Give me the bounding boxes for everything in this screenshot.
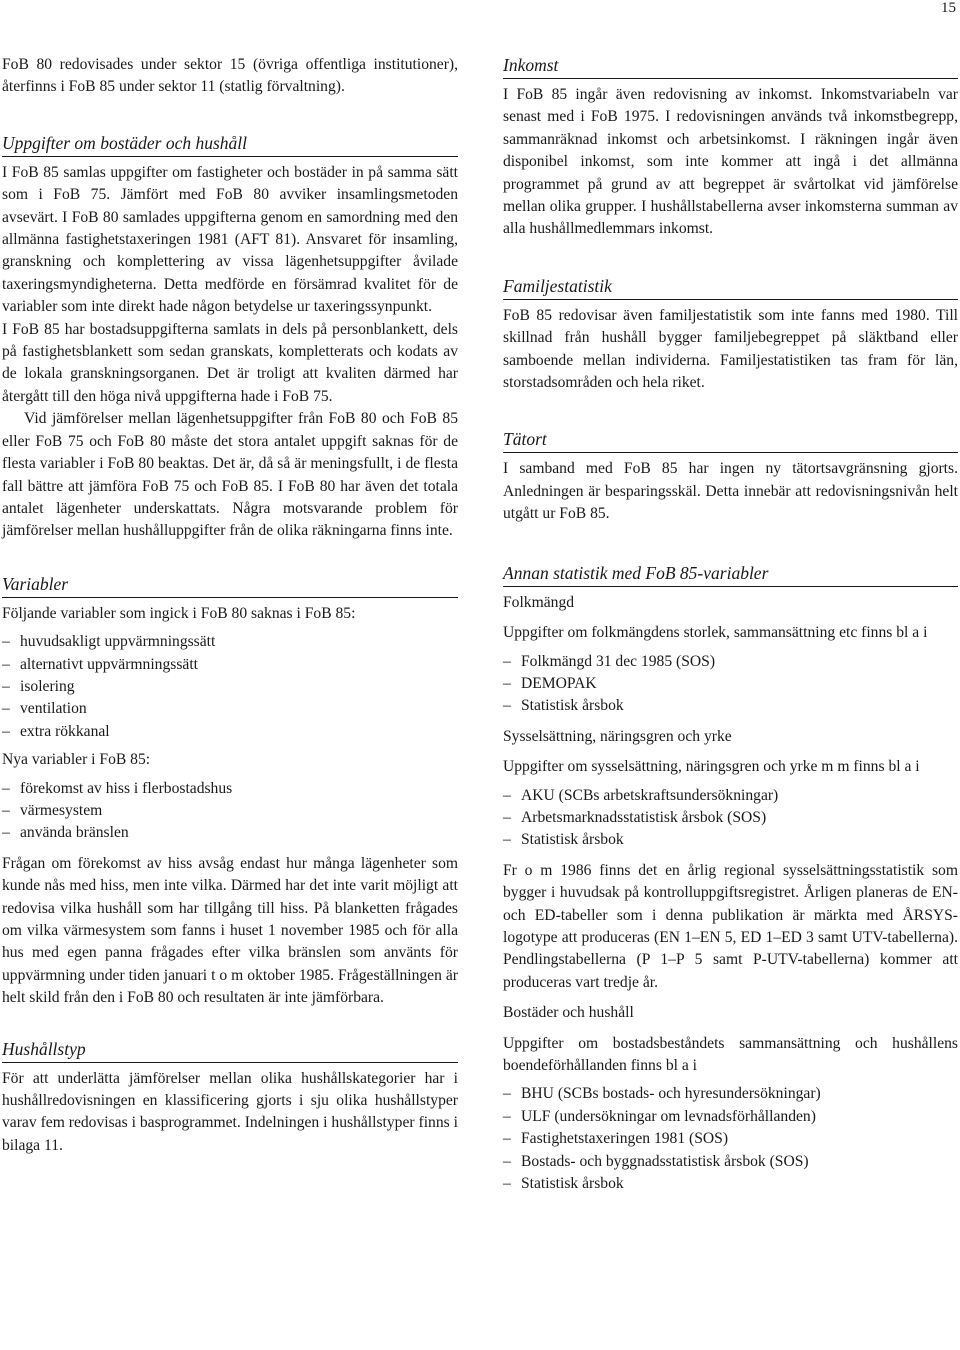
bostader-sources-list — [503, 1083, 958, 1195]
missing-variables-list — [2, 631, 458, 743]
left-column — [2, 54, 458, 1157]
heading-inkomst: Inkomst — [503, 54, 958, 79]
list-item: – alternativt uppvärmningssätt — [2, 655, 198, 673]
paragraph: För att underlätta jämförelser mellan olika hushållskategorier har i hushållredovisningen en klassificering gjorts i sju olika hushållstyper varav fem redovisas i basprogrammet. Indelningen i hushållstyper finns i bilaga 11. — [2, 1069, 458, 1154]
paragraph: Uppgifter om sysselsättning, näringsgren och yrke m m finns bl a i — [503, 758, 920, 776]
list-item: – använda bränslen — [2, 824, 129, 842]
list-item: – huvudsakligt uppvärmningssätt — [2, 633, 216, 651]
list-item: – Statistisk årsbok — [503, 1175, 624, 1193]
list-item: – förekomst av hiss i flerbostadshus — [2, 779, 233, 797]
subheading-sysselsattning: Sysselsättning, näringsgren och yrke — [503, 727, 732, 745]
intro-paragraph: FoB 80 redovisades under sektor 15 (övriga offentliga institutioner), återfinns i FoB 85 under sektor 11 (statlig förvaltning). — [2, 56, 458, 96]
heading-uppgifter-om-bostader: Uppgifter om bostäder och hushåll — [2, 132, 458, 157]
folkmangd-sources-list — [503, 651, 958, 718]
heading-annan-statistik: Annan statistik med FoB 85-variabler — [503, 562, 958, 587]
heading-hushallstyp: Hushållstyp — [2, 1038, 458, 1063]
sysselsattning-sources-list — [503, 785, 958, 852]
list-item: – ventilation — [2, 700, 87, 718]
list-item: – ULF (undersökningar om levnadsförhållanden) — [503, 1107, 816, 1125]
subheading-bostader-och-hushall: Bostäder och hushåll — [503, 1004, 634, 1022]
heading-tatort: Tätort — [503, 428, 958, 453]
list-item: – Bostads- och byggnadsstatistisk årsbok (SOS) — [503, 1152, 809, 1170]
page-number: 15 — [941, 0, 956, 16]
paragraph: Uppgifter om folkmängdens storlek, sammansättning etc finns bl a i — [503, 624, 928, 642]
paragraph: Fr o m 1986 finns det en årlig regional sysselsättningsstatistik som bygger i huvudsak på kontrolluppgiftsregistret. Årligen planeras de EN- och ED-tabeller som i denna publikation är märkta med ÅRSYS-logotype att produceras (EN 1–EN 5, ED 1–ED 3 samt UTV-tabellerna). Pendlingstabellerna (P 1–P 5 samt P-UTV-tabellerna) kommer att produceras vart tredje år. — [503, 861, 958, 991]
list-item: – BHU (SCBs bostads- och hyresundersökningar) — [503, 1085, 821, 1103]
paragraph: Följande variabler som ingick i FoB 80 saknas i FoB 85: — [2, 604, 356, 622]
paragraph: Nya variabler i FoB 85: — [2, 751, 151, 769]
paragraph: Frågan om förekomst av hiss avsåg endast hur många lägenheter som kunde nås med hiss, men inte vilka. Därmed har det inte varit möjligt att redovisa vilka hushåll som har tillgång till hiss. På blanketten frågades om vilka värmesystem som fanns i huset 1 november 1985 och för alla hus med egen panna frågades efter vilka bränslen som använts för uppvärmning under tiden januari t o m oktober 1985. Frågeställningen är helt skild från den i FoB 80 och resultaten är inte jämförbara. — [2, 854, 458, 1007]
right-column — [503, 54, 958, 1195]
list-item: – Arbetsmarknadsstatistisk årsbok (SOS) — [503, 808, 767, 826]
paragraph: FoB 85 redovisar även familjestatistik som inte fanns med 1980. Till skillnad från hushåll bygger familjebegreppet på släktband eller samboende mellan individerna. Familjestatistiken tas fram för län, storstadsområden och hela riket. — [503, 306, 958, 392]
paragraph: Uppgifter om bostadsbeståndets sammansättning och hushållens boendeförhållanden finns bl a i — [503, 1034, 958, 1074]
heading-familjestatistik: Familjestatistik — [503, 275, 958, 300]
paragraph: I FoB 85 har bostadsuppgifterna samlats in dels på personblankett, dels på fastighetsblankett som sedan granskats, kompletterats och kodats av de lokala granskningsorganen. Det är troligt att kvaliten därmed har återgått till den höga nivå uppgifterna hade i FoB 75. — [2, 320, 458, 405]
list-item: – isolering — [2, 677, 75, 695]
list-item: – värmesystem — [2, 801, 103, 819]
list-item: – Statistisk årsbok — [503, 831, 624, 849]
list-item: – AKU (SCBs arbetskraftsundersökningar) — [503, 786, 779, 804]
paragraph: I FoB 85 ingår även redovisning av inkomst. Inkomstvariabeln var senast med i FoB 1975. I redovisningen används två inkomstbegrepp, sammanräknad inkomst och arbetsinkomst. I räkningen ingår även disponibel inkomst, som inte kommer att ingå i det allmänna programmet på grund av att begreppet är svårtolkat vid jämförelse mellan olika grupper. I hushållstabellerna avser inkomsterna summan av alla hushållmedlemmars inkomst. — [503, 86, 958, 238]
list-item: – Fastighetstaxeringen 1981 (SOS) — [503, 1130, 729, 1148]
paragraph: I samband med FoB 85 har ingen ny tätortsavgränsning gjorts. Anledningen är besparingsskäl. Detta innebär att redovisningsnivån helt utgått ur FoB 85. — [503, 460, 958, 523]
list-item: – Folkmängd 31 dec 1985 (SOS) — [503, 652, 716, 670]
list-item: – DEMOPAK — [503, 674, 597, 692]
heading-variabler: Variabler — [2, 573, 458, 598]
paragraph: I FoB 85 samlas uppgifter om fastigheter och bostäder in på samma sätt som i FoB 75. Jämfört med FoB 80 avviker insamlingsmetoden avsevärt. I FoB 80 samlades uppgifterna genom en samordning med den allmänna fastighetstaxeringen 1981 (AFT 81). Ansvaret för insamling, granskning och komplettering av vissa lägenhetsuppgifter åvilade taxeringsmyndigheterna. Detta medförde en försämrad kvalitet för de variabler som inte direkt hade någon betydelse ur taxeringssynpunkt. — [2, 163, 458, 316]
list-item: – Statistisk årsbok — [503, 697, 624, 715]
paragraph: Vid jämförelser mellan lägenhetsuppgifter från FoB 80 och FoB 85 eller FoB 75 och FoB 80 måste det stora antalet uppgift saknas för de flesta variabler i FoB 80 beaktas. Det är, då så är meningsfullt, i de flesta fall bättre att jämföra FoB 75 och FoB 85. I FoB 80 har även det totala antalet lägenheter underskattats. Några motsvarande problem för jämförelser mellan hushålluppgifter från de olika räkningarna finns inte. — [2, 410, 458, 540]
list-item: – extra rökkanal — [2, 722, 110, 740]
new-variables-list — [2, 778, 458, 845]
subheading-folkmangd: Folkmängd — [503, 593, 575, 611]
